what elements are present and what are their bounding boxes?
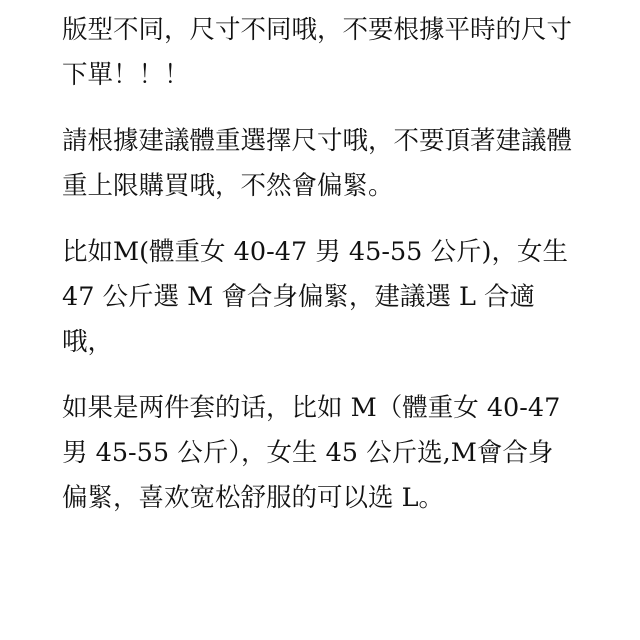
paragraph-two-piece-set-example: 如果是两件套的话，比如 M（體重女 40-47 男 45-55 公斤），女生 45 公斤选,M會合身偏緊，喜欢宽松舒服的可以选 L。	[62, 393, 569, 513]
paragraph-sizing-notice: 版型不同，尺寸不同哦，不要根據平時的尺寸下單！！！	[62, 15, 573, 90]
paragraph-weight-recommendation: 請根據建議體重選擇尺寸哦，不要頂著建議體重上限購買哦，不然會偏緊。	[62, 126, 573, 201]
paragraph-example-m-size: 比如M(體重女 40-47 男 45-55 公斤)，女生 47 公斤選 M 會合身偏緊，建議選 L 合適哦，	[62, 237, 577, 357]
